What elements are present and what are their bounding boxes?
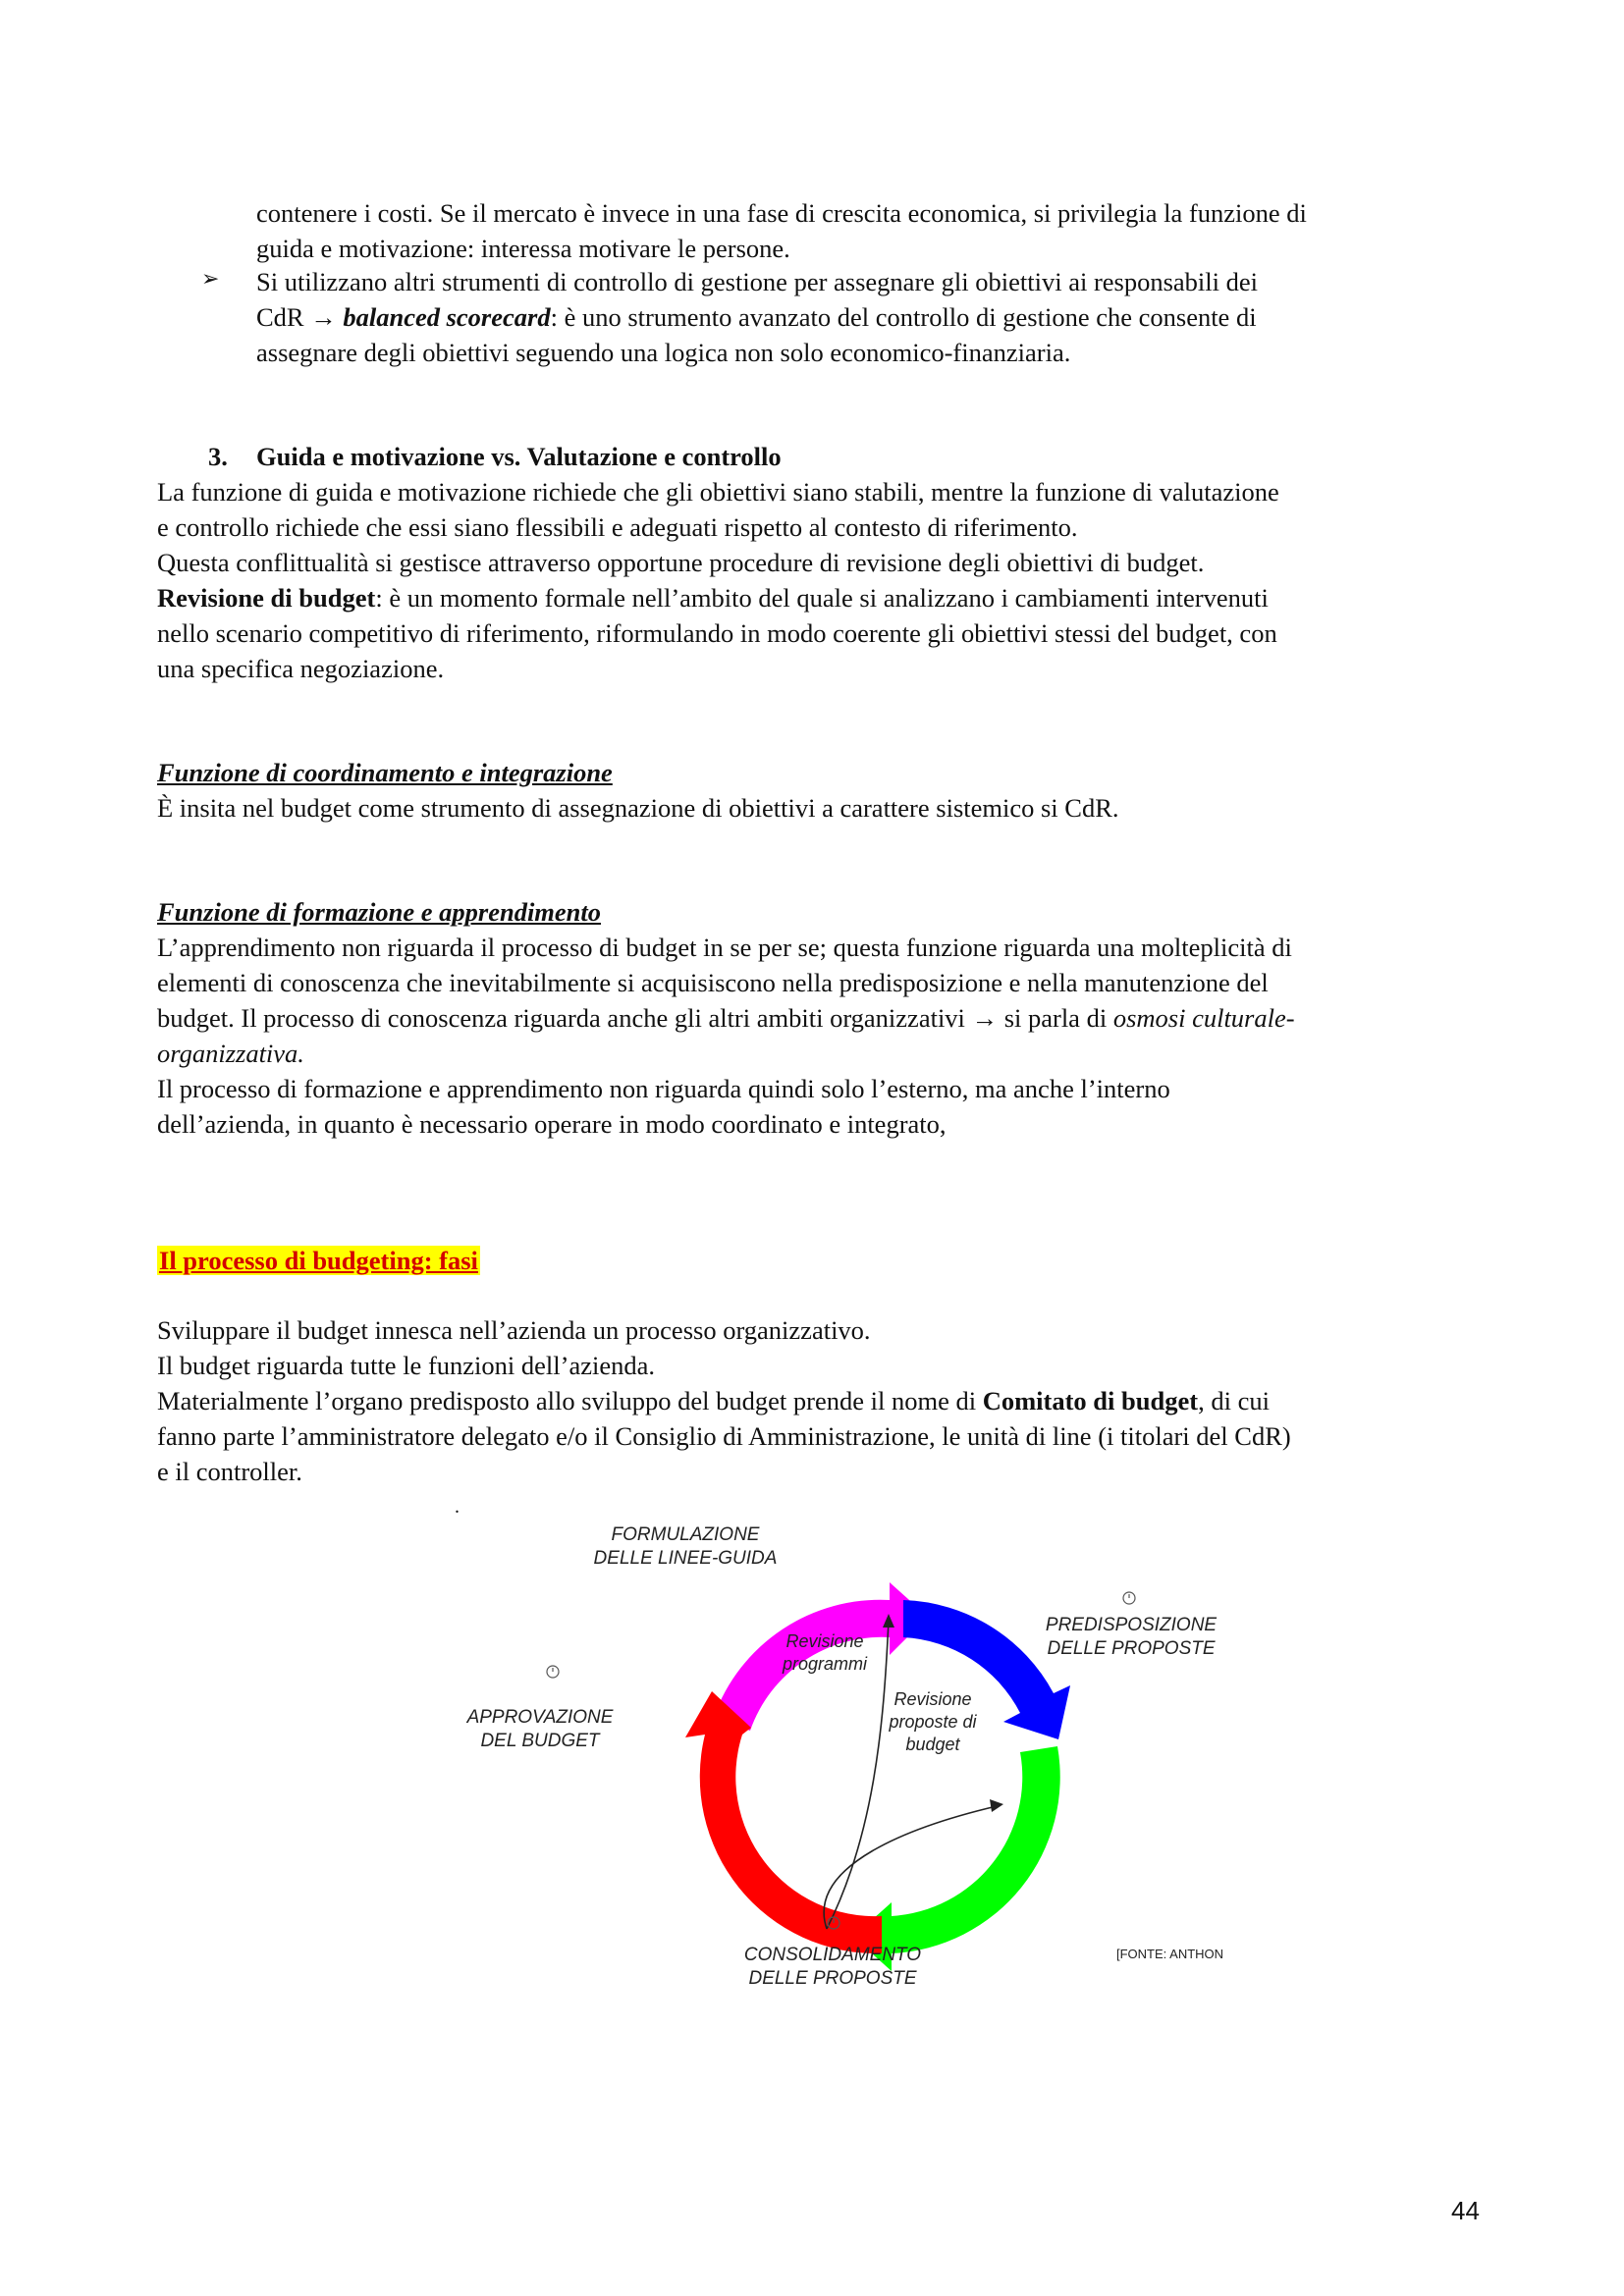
bullet-line: Si utilizzano altri strumenti di controllo di gestione per assegnare gli obiettivi ai responsabili dei bbox=[256, 267, 1259, 296]
section-heading: Funzione di coordinamento e integrazione bbox=[157, 758, 613, 787]
label-approvazione: APPROVAZIONE DEL BUDGET bbox=[466, 1707, 614, 1751]
bullet-arrow-icon: ➢ bbox=[201, 267, 220, 292]
term-balanced-scorecard: balanced scorecard bbox=[343, 302, 551, 332]
paragraph-line: Il processo di formazione e apprendimento non riguarda quindi solo l’esterno, ma anche l’interno bbox=[157, 1074, 1170, 1103]
paragraph-line: L’apprendimento non riguarda il processo di budget in se per se; questa funzione riguarda una molteplicità di bbox=[157, 933, 1292, 962]
paragraph-line: Questa conflittualità si gestisce attraverso opportune procedure di revisione degli obiettivi di budget. bbox=[157, 548, 1205, 577]
section-number: 3. bbox=[208, 442, 228, 471]
section-heading: Funzione di formazione e apprendimento bbox=[157, 897, 602, 927]
paragraph-line: nello scenario competitivo di riferimento, riformulando in modo coerente gli obiettivi stessi del budget, con bbox=[157, 618, 1277, 648]
paragraph-line: e controllo richiede che essi siano flessibili e adeguati rispetto al contesto di riferimento. bbox=[157, 512, 1078, 542]
arrow-icon: → bbox=[971, 1003, 999, 1033]
paragraph-line: Sviluppare il budget innesca nell’azienda un processo organizzativo. bbox=[157, 1315, 871, 1345]
paragraph-line: È insita nel budget come strumento di assegnazione di obiettivi a carattere sistemico si CdR. bbox=[157, 793, 1119, 823]
label-revisione-programmi: Revisione programmi bbox=[782, 1631, 868, 1674]
paragraph-line: una specifica negoziazione. bbox=[157, 654, 445, 683]
paragraph-line: La funzione di guida e motivazione richiede che gli obiettivi siano stabili, mentre la funzione di valutazione bbox=[157, 477, 1279, 507]
arrow-approvazione bbox=[685, 1691, 882, 1953]
label-consolidamento: CONSOLIDAMENTO DELLE PROPOSTE bbox=[743, 1945, 922, 1989]
bullet-line: assegnare degli obiettivi seguendo una logica non solo economico-finanziaria. bbox=[256, 338, 1071, 367]
paragraph-line: fanno parte l’amministratore delegato e/o il Consiglio di Amministrazione, le unità di line (i titolari del CdR) bbox=[157, 1421, 1291, 1451]
source-note: [FONTE: ANTHON bbox=[1116, 1947, 1224, 1961]
paragraph-line: Il budget riguarda tutte le funzioni dell’azienda. bbox=[157, 1351, 655, 1380]
arrow-icon: → bbox=[310, 302, 337, 332]
label-revisione-proposte: Revisione proposte di budget bbox=[889, 1689, 977, 1754]
paragraph-line: organizzativa. bbox=[157, 1039, 304, 1068]
paragraph-line: Revisione di budget: è un momento formale nell’ambito del quale si analizzano i cambiamenti intervenuti bbox=[157, 583, 1269, 613]
page-number: 44 bbox=[1451, 2196, 1480, 2225]
paragraph-line: Materialmente l’organo predisposto allo sviluppo del budget prende il nome di Comitato di budget, di cui bbox=[157, 1386, 1270, 1415]
revision-arrowhead-icon bbox=[990, 1799, 1003, 1812]
label-predisposizione: PREDISPOSIZIONE DELLE PROPOSTE bbox=[1045, 1615, 1218, 1659]
stray-dot: . bbox=[455, 1496, 460, 1518]
budget-cycle-diagram bbox=[452, 1512, 1257, 2002]
section-heading: Guida e motivazione vs. Valutazione e controllo bbox=[256, 442, 782, 471]
paragraph-line: guida e motivazione: interessa motivare le persone. bbox=[256, 234, 790, 263]
term-revisione-budget: Revisione di budget bbox=[157, 583, 376, 613]
section-heading bbox=[157, 1244, 480, 1279]
paragraph-line: budget. Il processo di conoscenza riguarda anche gli altri ambiti organizzativi → si parla di osmosi culturale- bbox=[157, 1003, 1295, 1033]
highlighted-heading: Il processo di budgeting: fasi bbox=[159, 1246, 478, 1275]
term-comitato-budget: Comitato di budget bbox=[982, 1386, 1199, 1415]
paragraph-line: e il controller. bbox=[157, 1457, 302, 1486]
bullet-line: CdR → balanced scorecard: è uno strumento avanzato del controllo di gestione che consente di bbox=[256, 302, 1257, 332]
paragraph-line: elementi di conoscenza che inevitabilmente si acquisiscono nella predisposizione e nella manutenzione del bbox=[157, 968, 1269, 997]
label-formulazione: FORMULAZIONE DELLE LINEE-GUIDA bbox=[593, 1524, 778, 1569]
cycle-svg bbox=[452, 1512, 1257, 2002]
paragraph-line: dell’azienda, in quanto è necessario operare in modo coordinato e integrato, bbox=[157, 1109, 947, 1139]
arrow-consolidamento bbox=[853, 1746, 1060, 1971]
paragraph-line: contenere i costi. Se il mercato è invece in una fase di crescita economica, si privilegia la funzione di bbox=[256, 198, 1307, 228]
